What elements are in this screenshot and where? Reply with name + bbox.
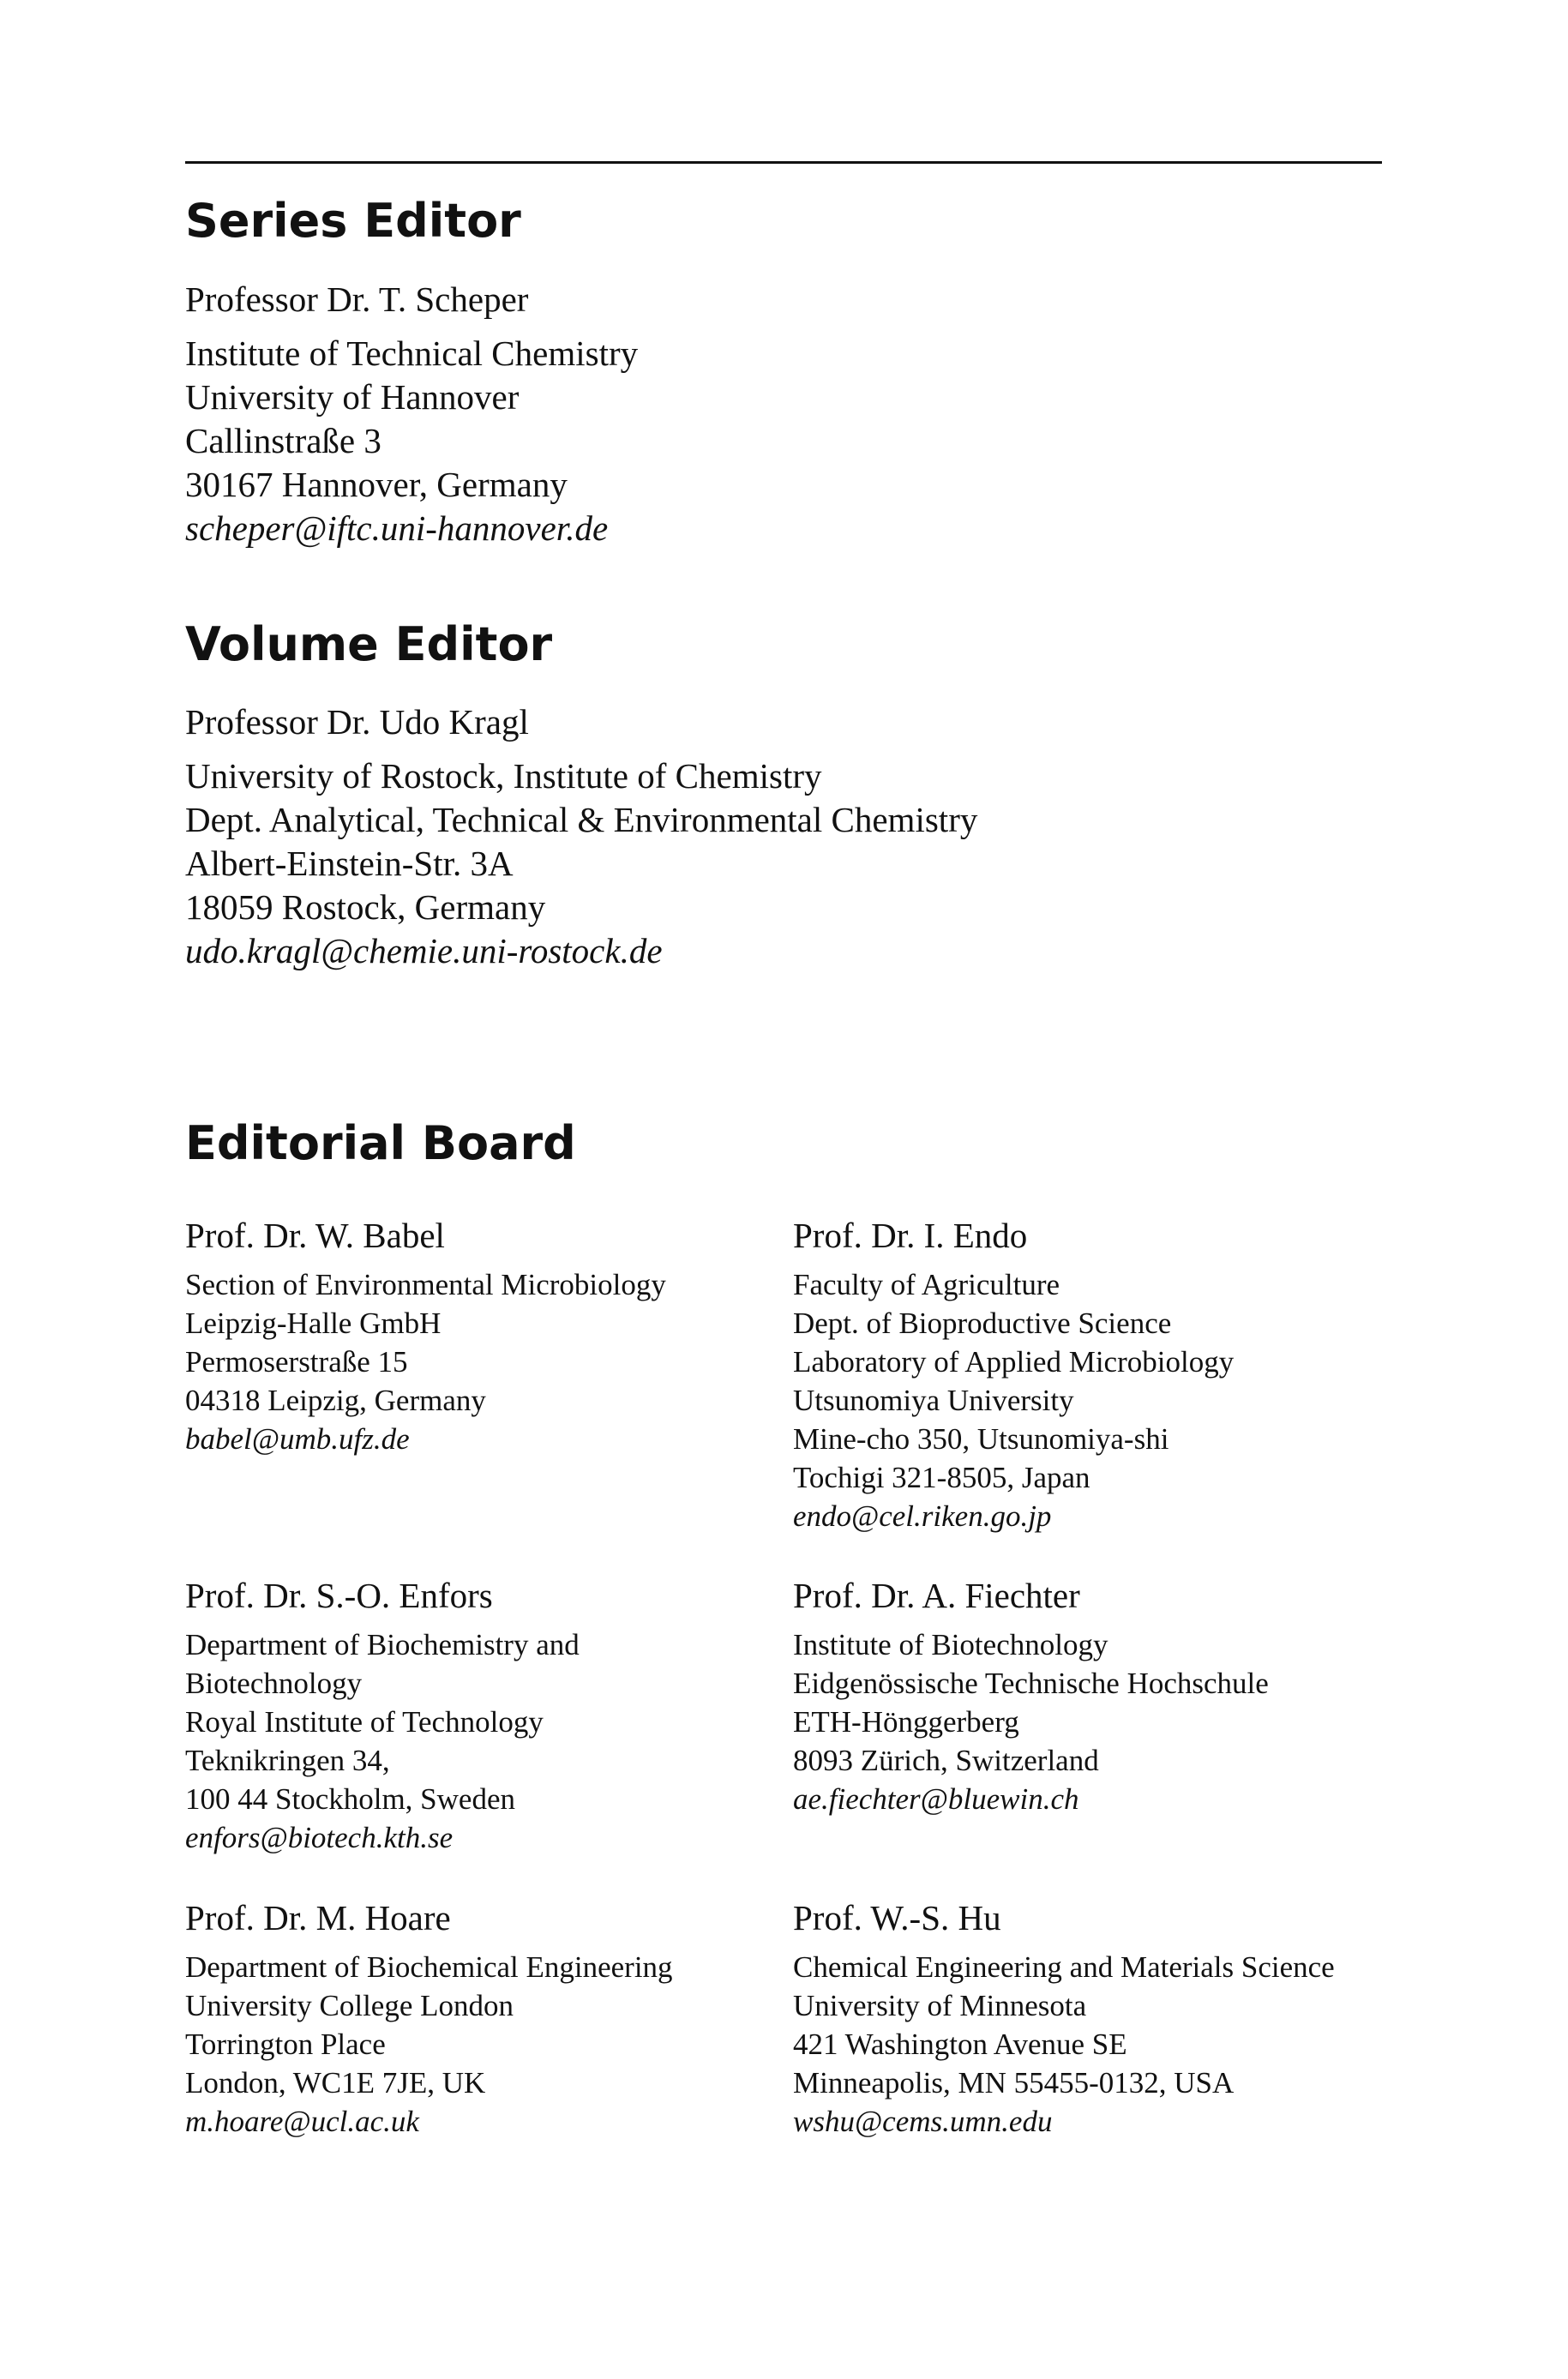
member-email[interactable]: wshu@cems.umn.edu	[793, 2105, 1053, 2138]
member-email[interactable]: endo@cel.riken.go.jp	[793, 1499, 1052, 1533]
address-line: Utsunomiya University	[793, 1384, 1074, 1417]
volume-editor-block	[185, 700, 1368, 973]
address-line: Institute of Biotechnology	[793, 1628, 1108, 1661]
address-line: Tochigi 321-8505, Japan	[793, 1461, 1090, 1494]
address-line: Leipzig-Halle GmbH	[185, 1307, 442, 1340]
address-line: Dept. Analytical, Technical & Environmental Chemistry	[185, 800, 978, 839]
member-email[interactable]: m.hoare@ucl.ac.uk	[185, 2105, 419, 2138]
address-line: London, WC1E 7JE, UK	[185, 2066, 486, 2100]
address-line: Permoserstraße 15	[185, 1345, 408, 1379]
series-editor-heading: Series Editor	[185, 194, 521, 248]
member-name: Prof. Dr. W. Babel	[185, 1216, 445, 1255]
member-name: Prof. Dr. S.-O. Enfors	[185, 1576, 493, 1615]
member-name: Prof. Dr. M. Hoare	[185, 1898, 451, 1937]
address-line: Chemical Engineering and Materials Science	[793, 1950, 1335, 1984]
address-line: University of Rostock, Institute of Chemistry	[185, 756, 822, 796]
board-member-hu	[793, 1896, 1393, 2141]
address-line: Torrington Place	[185, 2028, 386, 2061]
address-line: Dept. of Bioproductive Science	[793, 1307, 1172, 1340]
editorial-board-heading: Editorial Board	[185, 1116, 576, 1170]
member-name: Prof. W.-S. Hu	[793, 1898, 1001, 1937]
address-line: Mine-cho 350, Utsunomiya-shi	[793, 1422, 1169, 1456]
address-line: ETH-Hönggerberg	[793, 1705, 1019, 1739]
address-line: Section of Environmental Microbiology	[185, 1268, 666, 1301]
address-line: University of Minnesota	[793, 1989, 1087, 2022]
address-line: Callinstraße 3	[185, 421, 381, 460]
address-line: Department of Biochemistry and	[185, 1628, 580, 1661]
member-email[interactable]: ae.fiechter@bluewin.ch	[793, 1782, 1079, 1816]
address-line: 8093 Zürich, Switzerland	[793, 1744, 1099, 1777]
address-line: Eidgenössische Technische Hochschule	[793, 1667, 1269, 1700]
address-line: University of Hannover	[185, 377, 520, 417]
member-name: Prof. Dr. A. Fiechter	[793, 1576, 1080, 1615]
series-editor-name: Professor Dr. T. Scheper	[185, 279, 529, 319]
member-name: Prof. Dr. I. Endo	[793, 1216, 1028, 1255]
address-line: Albert-Einstein-Str. 3A	[185, 844, 514, 883]
address-line: University College London	[185, 1989, 514, 2022]
series-editor-block	[185, 278, 1368, 550]
address-line: 30167 Hannover, Germany	[185, 465, 568, 504]
volume-editor-name: Professor Dr. Udo Kragl	[185, 702, 529, 742]
member-email[interactable]: babel@umb.ufz.de	[185, 1422, 410, 1456]
board-member-hoare	[185, 1896, 785, 2141]
address-line: Laboratory of Applied Microbiology	[793, 1345, 1235, 1379]
address-line: Minneapolis, MN 55455-0132, USA	[793, 2066, 1235, 2100]
board-member-babel	[185, 1214, 785, 1458]
address-line: Royal Institute of Technology	[185, 1705, 544, 1739]
member-email[interactable]: enfors@biotech.kth.se	[185, 1821, 454, 1854]
address-line: 18059 Rostock, Germany	[185, 887, 546, 927]
address-line: Institute of Technical Chemistry	[185, 333, 639, 373]
address-line: Faculty of Agriculture	[793, 1268, 1060, 1301]
top-rule	[185, 161, 1382, 164]
address-line: 100 44 Stockholm, Sweden	[185, 1782, 515, 1816]
address-line: Department of Biochemical Engineering	[185, 1950, 673, 1984]
board-member-endo	[793, 1214, 1393, 1535]
address-line: 04318 Leipzig, Germany	[185, 1384, 486, 1417]
board-member-fiechter	[793, 1574, 1393, 1818]
address-line: Teknikringen 34,	[185, 1744, 390, 1777]
volume-editor-email[interactable]: udo.kragl@chemie.uni-rostock.de	[185, 931, 663, 970]
address-line: 421 Washington Avenue SE	[793, 2028, 1127, 2061]
series-editor-email[interactable]: scheper@iftc.uni-hannover.de	[185, 508, 609, 548]
volume-editor-heading: Volume Editor	[185, 617, 553, 671]
board-member-enfors	[185, 1574, 785, 1857]
address-line: Biotechnology	[185, 1667, 363, 1700]
